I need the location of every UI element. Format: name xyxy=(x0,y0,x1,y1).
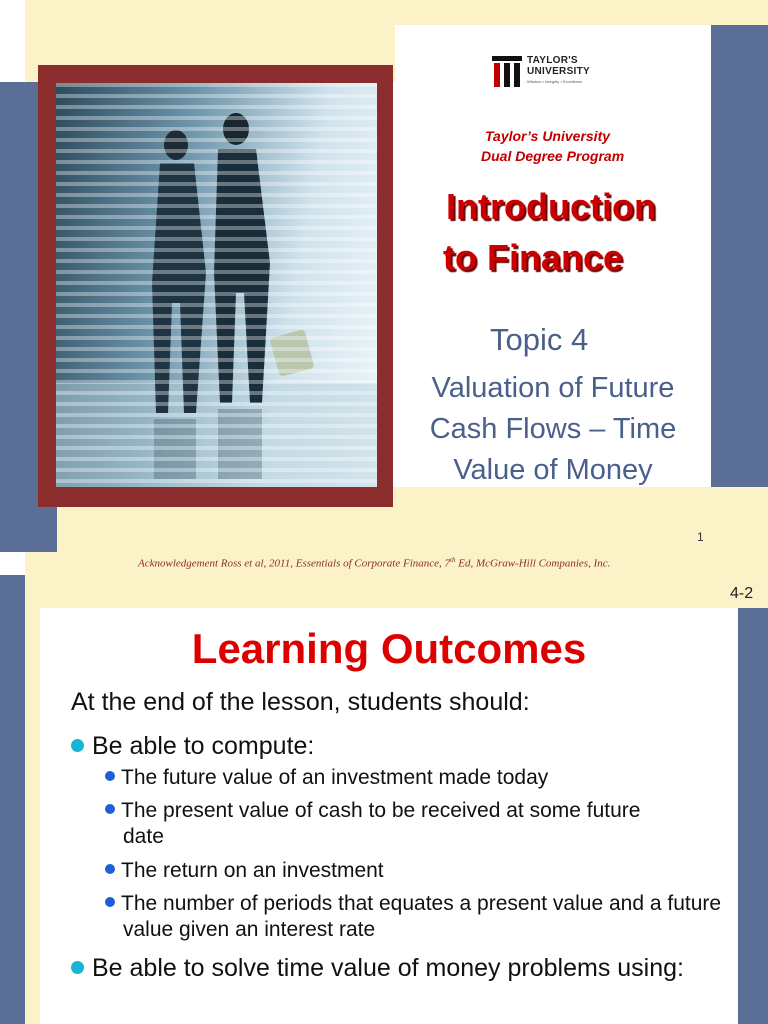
ack-superscript: th xyxy=(450,556,456,564)
learning-outcomes-slide xyxy=(0,575,768,1024)
bullet-item xyxy=(71,953,721,983)
sub-bullet-text: The return on an investment xyxy=(121,859,384,882)
ack-text: Ed, McGraw-Hill Companies, Inc. xyxy=(455,557,611,570)
decor-band xyxy=(25,608,40,1024)
bullet-text: Be able to solve time value of money problems using: xyxy=(92,954,684,982)
sub-bullet-item xyxy=(105,765,715,791)
bullet-dot-icon xyxy=(71,961,84,974)
sub-bullet-item xyxy=(105,891,723,943)
slide-number: 1 xyxy=(697,530,704,544)
business-people-photo xyxy=(56,83,377,487)
course-title-line: Introduction xyxy=(446,186,656,227)
bullet-dot-icon xyxy=(105,771,115,781)
subtitle-line: Cash Flows – Time xyxy=(429,413,677,445)
bullet-text: Be able to compute: xyxy=(92,732,315,760)
slide-title: Learning Outcomes xyxy=(191,625,587,672)
bullet-dot-icon xyxy=(105,897,115,907)
logo-line: TAYLOR'S xyxy=(527,55,578,66)
logo-wordmark xyxy=(527,55,590,77)
decor-band xyxy=(711,25,768,487)
photo-frame xyxy=(38,65,393,507)
slide-number: 4-2 xyxy=(730,585,754,602)
institution-name: Taylor’s University xyxy=(485,128,611,144)
sub-bullet-text: The number of periods that equates a present value and a future value given an interest rate xyxy=(121,892,722,941)
logo-tagline: Wisdom • Integrity • Excellence xyxy=(527,79,583,84)
sub-bullet-text: The present value of cash to be received at some future date xyxy=(121,799,641,848)
window-blinds xyxy=(56,83,377,487)
topic-subtitle xyxy=(400,368,706,491)
intro-text: At the end of the lesson, students should: xyxy=(71,688,530,716)
logo-line: UNIVERSITY xyxy=(527,66,591,77)
sub-bullet-item xyxy=(105,858,715,884)
decor-band xyxy=(25,0,768,25)
bullet-dot-icon xyxy=(105,864,115,874)
subtitle-line: Valuation of Future xyxy=(431,372,675,404)
sub-bullet-text: The future value of an investment made today xyxy=(121,766,549,789)
course-title-line: to Finance xyxy=(443,237,624,278)
bullet-item xyxy=(71,732,314,761)
ack-text: Acknowledgement Ross et al, 2011, Essentials of Corporate Finance, 7 xyxy=(138,557,451,570)
subtitle-line: Value of Money xyxy=(453,454,653,486)
decor-band xyxy=(25,575,768,608)
acknowledgement xyxy=(138,556,610,570)
program-name: Dual Degree Program xyxy=(481,148,625,164)
bullet-dot-icon xyxy=(71,739,84,752)
topic-number: Topic 4 xyxy=(490,322,589,357)
bullet-dot-icon xyxy=(105,804,115,814)
sub-bullet-item xyxy=(105,798,683,850)
